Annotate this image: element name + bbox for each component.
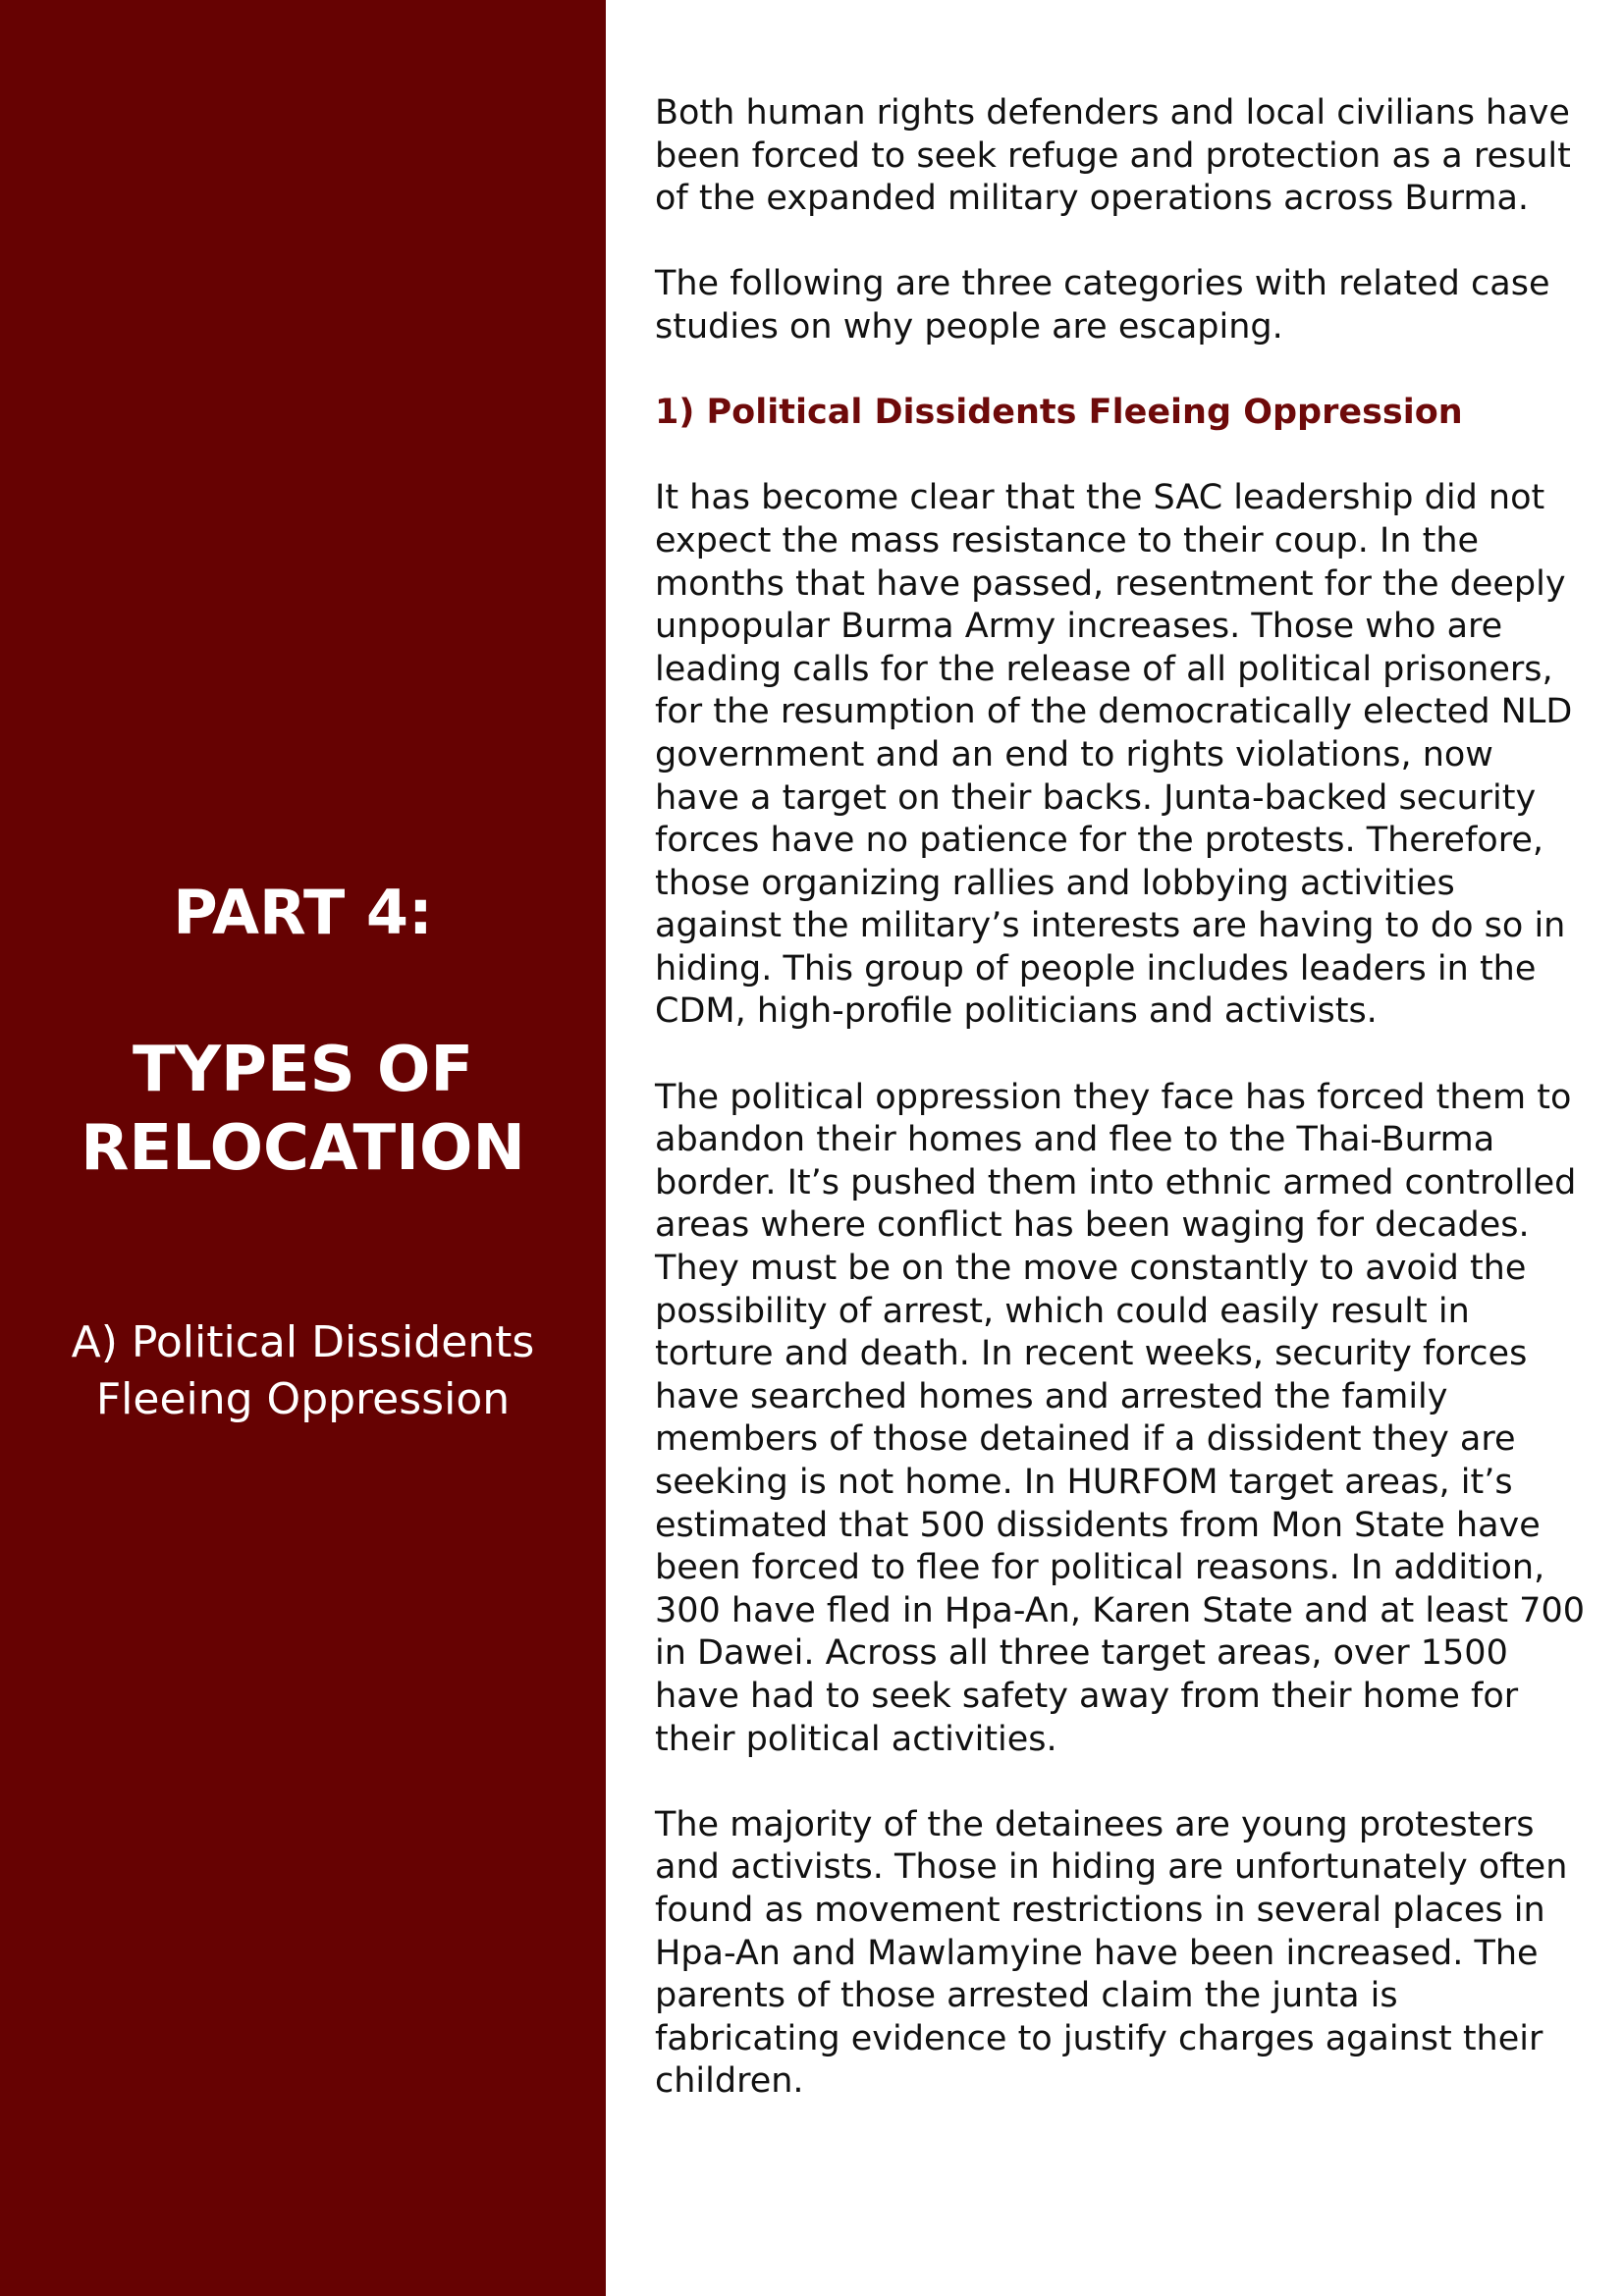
body-paragraph-1: It has become clear that the SAC leadership did not expect the mass resistance to their coup. In the months that have passed, resentment for the deeply unpopular Burma Army increases. Those who are leading calls for the release of all political prisoners, for the resumption of the democratically elected NLD government and an end to rights violations, now have a target on their backs. Junta-backed security forces have no patience for the protests. Therefore, those organizing rallies and lobbying activities against the military’s interests are having to do so in hiding. This group of people includes leaders in the CDM, high-profile politicians and activists.: [655, 478, 1573, 1032]
body-paragraph-3: The majority of the detainees are young protesters and activists. Those in hiding are unfortunately often found as movement restrictions in several places in Hpa-An and Mawlamyine have been increased. The parents of those arrested claim the junta is fabricating evidence to justify charges against their children.: [655, 1804, 1568, 2102]
sidebar-panel: [0, 0, 606, 2296]
categories-paragraph: The following are three categories with related case studies on why people are escaping.: [655, 264, 1550, 347]
part-label: PART 4:: [173, 877, 433, 948]
body-paragraph-2: The political oppression they face has forced them to abandon their homes and flee to the Thai-Burma border. It’s pushed them into ethnic armed controlled areas where conflict has been waging for decades. They must be on the move constantly to avoid the possibility of arrest, which could easily result in torture and death. In recent weeks, security forces have searched homes and arrested the family members of those detained if a dissident they are seeking is not home. In HURFOM target areas, it’s estimated that 500 dissidents from Mon State have been forced to flee for political reasons. In addition, 300 have fled in Hpa-An, Karen State and at least 700 in Dawei. Across all three target areas, over 1500 have had to seek safety away from their home for their political activities.: [655, 1077, 1585, 1759]
intro-paragraph: Both human rights defenders and local civilians have been forced to seek refuge and protection as a result of the expanded military operations across Burma.: [655, 93, 1571, 219]
section-subtitle: [0, 1314, 606, 1428]
main-content: [655, 92, 1588, 2147]
section-subtitle-line-2: Fleeing Oppression: [95, 1374, 511, 1424]
section-title-line-2: RELOCATION: [81, 1112, 525, 1185]
section-title-line-1: TYPES OF: [132, 1034, 474, 1106]
section-subtitle-line-1: A) Political Dissidents: [71, 1317, 535, 1367]
section-heading: 1) Political Dissidents Fleeing Oppression: [655, 393, 1463, 433]
section-title: [0, 1031, 606, 1188]
